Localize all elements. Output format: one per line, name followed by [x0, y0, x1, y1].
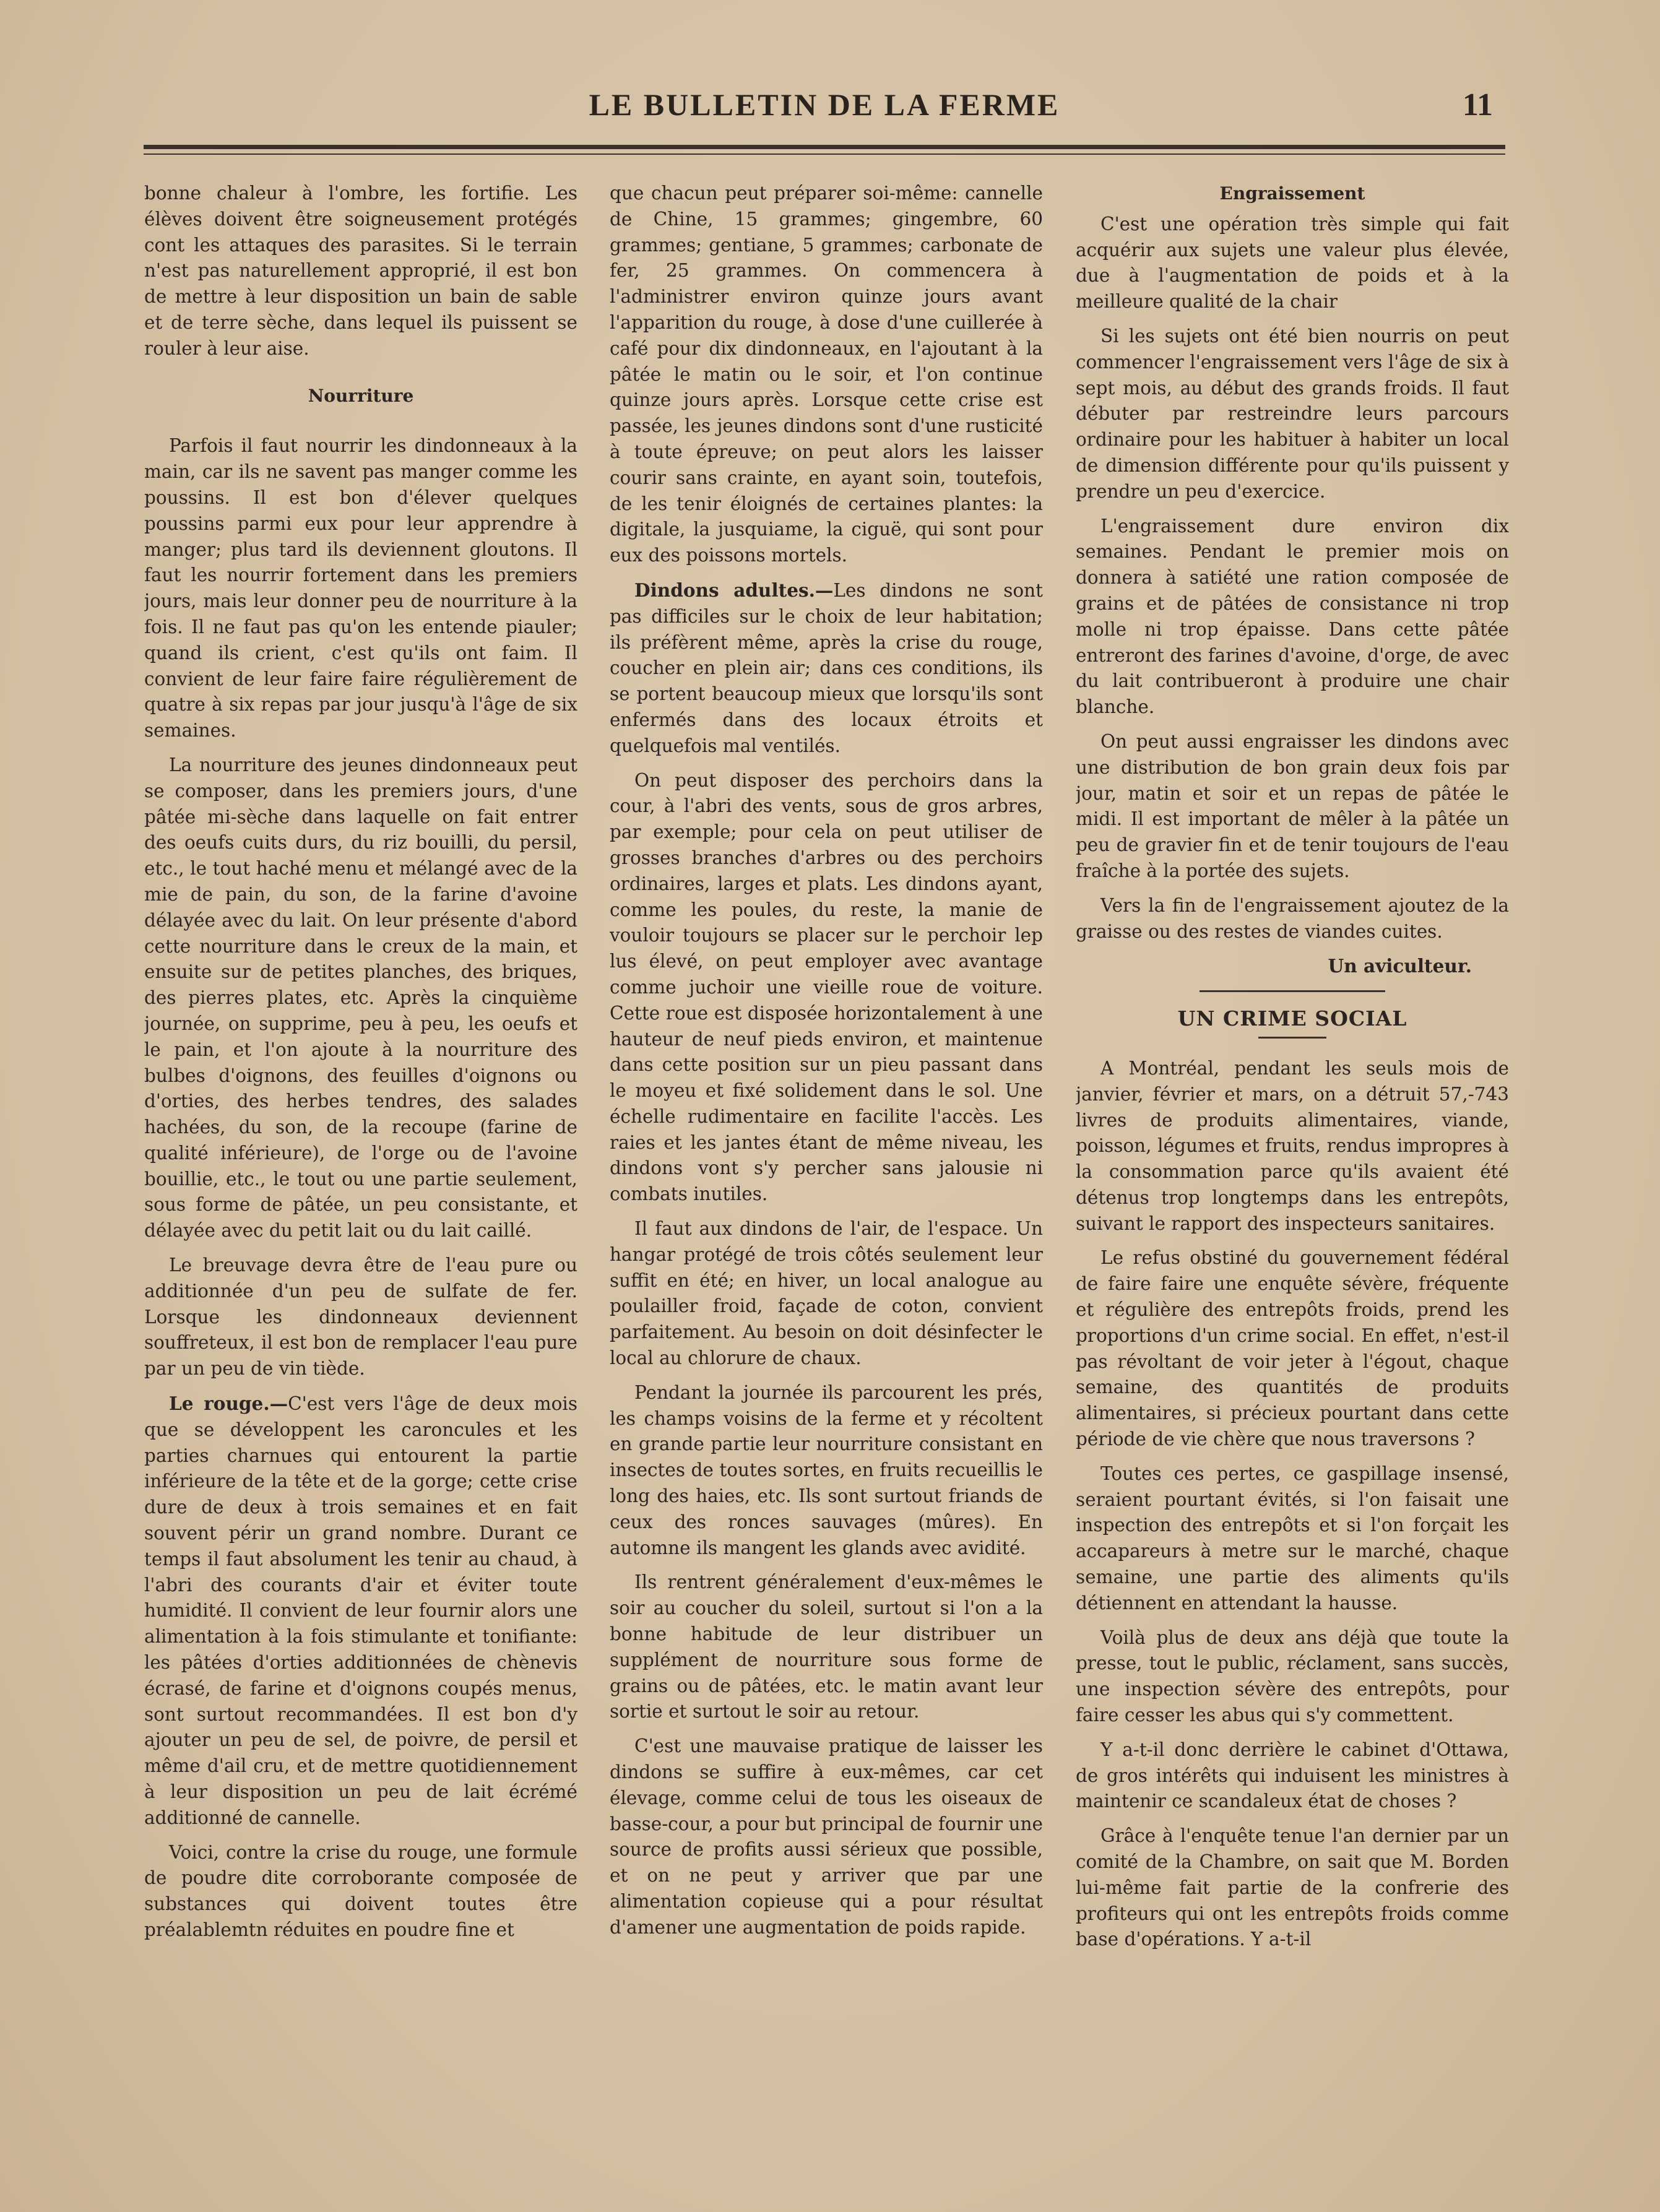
- section-heading-engraissement: Engraissement: [1219, 183, 1365, 204]
- run-in-heading-dindons-adultes: Dindons adultes.—: [634, 579, 834, 601]
- paragraph-dindons-adultes: [610, 577, 1043, 759]
- paragraph: C'est une opération très simple qui fait acquérir aux sujets une valeur plus élevée, due à l'augmentation de poids et à la meilleure qualité de la chair: [1076, 213, 1509, 313]
- header-rule-thick: [144, 145, 1505, 149]
- paragraph: On peut disposer des perchoirs dans la cour, à l'abri des vents, sous de gros arbres, par exemple; pour cela on peut utiliser de grosses branches d'arbres ou des perchoirs ordinaires, larges et plats. Les dindons ayant, comme les poules, du reste, la manie de vouloir toujours se placer sur le perchoir lep lus élevé, on peut employer avec avantage comme juchoir une vieille roue de voiture. Cette roue est disposée horizontalement à une hauteur de neuf pieds environ, et maintenue dans cette position sur un pieu passant dans le moyeu et fixé solidement dans le sol. Une échelle rudimentaire en facilite l'accès. Les raies et les jantes étant de même niveau, les dindons vont s'y percher sans jalousie ni combats inutiles.: [610, 769, 1043, 1205]
- header-rule-thin: [144, 153, 1505, 155]
- paragraph: que chacun peut préparer soi-même: cannelle de Chine, 15 grammes; gingembre, 60 grammes; gentiane, 5 grammes; carbonate de fer, 25 grammes. On commencera à l'administrer environ quinze jours avant l'apparition du rouge, à dose d'une cuillerée à café pour dix dindonneaux, en l'ajoutant à la pâtée le matin ou le soir, et l'on continue quinze jours après. Lorsque cette crise est passée, les jeunes dindons sont d'une rusticité à toute épreuve; on peut alors les laisser courir sans crainte, en ayant soin, toutefois, de les tenir éloignés de certaines plantes: la digitale, la jusquiame, la ciguë, qui sont pour eux des poissons mortels.: [610, 183, 1043, 566]
- paragraph: Parfois il faut nourrir les dindonneaux à la main, car ils ne savent pas manger comme les poussins. Il est bon d'élever quelques poussins parmi eux pour leur apprendre à manger; plus tard ils deviennent gloutons. Il faut les nourrir fortement dans les premiers jours, mais leur donner peu de nourriture à la fois. Il ne faut pas qu'on les entende piauler; quand ils crient, c'est qu'ils ont faim. Il convient de leur faire faire régulièrement de quatre à six repas par jour jusqu'à l'âge de six semaines.: [144, 435, 577, 741]
- paragraph: Le refus obstiné du gouvernement fédéral de faire faire une enquête sévère, fréquente et régulière des entrepôts froids, prend les proportions d'un crime social. En effet, n'est-il pas révoltant de voir jeter à l'égout, chaque semaine, des quantités de produits alimentaires, si précieux pourtant dans cette période de vie chère que nous traversons ?: [1076, 1247, 1509, 1450]
- paragraph: Pendant la journée ils parcourent les prés, les champs voisins de la ferme et y récoltent en grande partie leur nourriture consistant en insectes de toutes sortes, en fruits recueillis le long des haies, etc. Ils sont surtout friands de ceux des ronces sauvages (mûres). En automne ils mangent les glands avec avidité.: [610, 1381, 1043, 1558]
- paragraph: La nourriture des jeunes dindonneaux peut se composer, dans les premiers jours, d'une pâtée mi-sèche dans laquelle on fait entrer des oeufs cuits durs, du riz bouilli, du persil, etc., le tout haché menu et mélangé avec de la mie de pain, du son, de la farine d'avoine délayée avec du lait. On leur présente d'abord cette nourriture dans le creux de la main, et ensuite sur de petites planches, des briques, des pierres plates, etc. Après la cinquième journée, on supprime, peu à peu, les oeufs et le pain, et l'on ajoute à la nourriture des bulbes d'oignons, des feuilles d'oignons ou d'orties, des herbes tendres, des salades hachées, du son, de la recoupe (farine de qualité inférieure), de l'orge ou de l'avoine bouillie, etc., le tout ou une partie seulement, sous forme de pâtée, un peu consistante, et délayée avec du petit lait ou du lait caillé.: [144, 754, 577, 1242]
- paragraph-le-rouge: [144, 1391, 577, 1831]
- paragraph: C'est une mauvaise pratique de laisser les dindons se suffire à eux-mêmes, car cet élevage, comme celui de tous les oiseaux de basse-cour, a pour but principal de fournir une source de profits aussi sérieux que possible, et on ne peut y arriver que par une alimentation copieuse qui a pour résultat d'amener une augmentation de poids rapide.: [610, 1735, 1043, 1938]
- paragraph: Si les sujets ont été bien nourris on peut commencer l'engraissement vers l'âge de six à sept mois, au début des grands froids. Il faut débuter par restreindre leurs parcours ordinaire pour les habituer à habiter un local de dimension différente pour qu'ils puissent y prendre un peu d'exercice.: [1076, 325, 1509, 502]
- paragraph: bonne chaleur à l'ombre, les fortifie. Les élèves doivent être soigneusement protégés cont les attaques des parasites. Si le terrain n'est pas naturellement approprié, il est bon de mettre à leur disposition un bain de sable et de terre sèche, dans lequel ils puissent se rouler à leur aise.: [144, 183, 577, 359]
- author-signature: Un aviculteur.: [1328, 955, 1472, 977]
- article-title: UN CRIME SOCIAL: [1177, 1006, 1407, 1031]
- run-in-heading-le-rouge: Le rouge.—: [169, 1393, 288, 1415]
- paragraph: Toutes ces pertes, ce gaspillage insensé, seraient pourtant évités, si l'on faisait une inspection des entrepôts et si l'on forçait les accapareurs à metre sur le marché, chaque semaine, une partie des aliments qu'ils détiennent en attendant la hausse.: [1076, 1462, 1509, 1614]
- page-number: 11: [1462, 87, 1493, 123]
- publication-title: LE BULLETIN DE LA FERME: [589, 87, 1060, 122]
- paragraph-text: Les dindons ne sont pas difficiles sur le choix de leur habitation; ils préfèrent même, après la crise du rouge, coucher en plein air; dans ces conditions, ils se portent beaucoup mieux que lorsqu'ils sont enfermés dans des locaux étroits et quelquefois mal ventilés.: [610, 579, 1043, 756]
- page-header: [144, 87, 1505, 130]
- paragraph: On peut aussi engraisser les dindons avec une distribution de bon grain deux fois par jour, matin et soir et un repas de pâtée le midi. Il est important de mêler à la pâtée un peu de gravier fin et de tenir toujours de l'eau fraîche à la portée des sujets.: [1076, 730, 1509, 881]
- title-underline: [1258, 1037, 1326, 1039]
- section-heading-nourriture: Nourriture: [308, 385, 414, 406]
- paragraph-text: C'est vers l'âge de deux mois que se développent les caroncules et les parties charnues qui entourent la partie inférieure de la tête et de la gorge; cette crise dure de deux à trois semaines et en fait souvent périr un grand nombre. Durant ce temps il faut absolument les tenir au chaud, à l'abri des courants d'air et éviter toute humidité. Il convient de leur fournir alors une alimentation à la fois stimulante et tonifiante: les pâtées d'orties additionnées de chènevis écrasé, de farine et d'oignons coupés menus, sont surtout recommandées. Il est bon d'y ajouter un peu de sel, de poivre, de persil et même d'ail cru, et de mettre quotidiennement à leur disposition un peu de lait écrémé additionné de cannelle.: [144, 1393, 577, 1828]
- column-middle: [610, 181, 1043, 2068]
- paragraph: Voici, contre la crise du rouge, une formule de poudre dite corroborante composée de substances qui doivent toutes être préalablemtn réduites en poudre fine et: [144, 1841, 577, 1940]
- column-right: [1076, 181, 1509, 2068]
- paragraph: Grâce à l'enquête tenue l'an dernier par un comité de la Chambre, on sait que M. Borden lui-même fait partie de la confrerie des profiteurs qui ont les entrepôts froids comme base d'opérations. Y a-t-il: [1076, 1825, 1509, 1950]
- paragraph: Vers la fin de l'engraissement ajoutez de la graisse ou des restes de viandes cuites.: [1076, 894, 1509, 942]
- paragraph: L'engraissement dure environ dix semaines. Pendant le premier mois on donnera à satiété une ration composée de grains et de pâtées de consistance ni trop molle ni trop épaisse. Dans cette pâtée entreront des farines d'avoine, d'orge, de avec du lait contribueront à produire une chair blanche.: [1076, 515, 1509, 718]
- paragraph: A Montréal, pendant les seuls mois de janvier, février et mars, on a détruit 57,-743 livres de produits alimentaires, viande, poisson, légumes et fruits, rendus impropres à la consommation parce qu'ils avaient été détenus trop longtemps dans les entrepôts, suivant le rapport des inspecteurs sanitaires.: [1076, 1057, 1509, 1234]
- article-divider: [1200, 990, 1385, 992]
- paragraph: Il faut aux dindons de l'air, de l'espace. Un hangar protégé de trois côtés seulement leur suffit en été; en hiver, un local analogue au poulailler froid, façade de coton, convient parfaitement. Au besoin on doit désinfecter le local au chlorure de chaux.: [610, 1218, 1043, 1369]
- paragraph: Voilà plus de deux ans déjà que toute la presse, tout le public, réclament, sans succès, une inspection sévère des entrepôts, pour faire cesser les abus qui s'y commettent.: [1076, 1627, 1509, 1726]
- column-left: [144, 181, 577, 2068]
- paragraph: Y a-t-il donc derrière le cabinet d'Ottawa, de gros intérêts qui induisent les ministres à maintenir ce scandaleux état de choses ?: [1076, 1739, 1509, 1812]
- paragraph: Le breuvage devra être de l'eau pure ou additionnée d'un peu de sulfate de fer. Lorsque les dindonneaux deviennent souffreteux, il est bon de remplacer l'eau pure par un peu de vin tiède.: [144, 1255, 577, 1380]
- paragraph: Ils rentrent généralement d'eux-mêmes le soir au coucher du soleil, surtout si l'on a la bonne habitude de leur distribuer un supplément de nourriture sous forme de grains ou de pâtées, etc. le matin avant leur sortie et surtout le soir au retour.: [610, 1571, 1043, 1722]
